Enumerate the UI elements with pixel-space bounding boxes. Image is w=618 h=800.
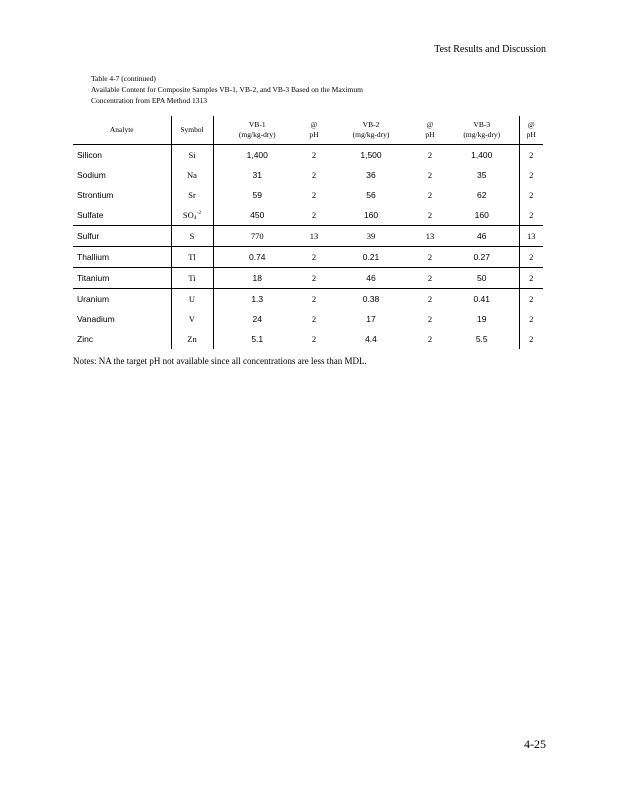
cell-symbol: U bbox=[171, 289, 213, 310]
cell-analyte: Sodium bbox=[77, 170, 106, 180]
cell-ph1: 2 bbox=[301, 205, 327, 226]
header-vb2-name: VB-2 bbox=[362, 120, 380, 129]
cell-vb3: 19 bbox=[477, 314, 487, 324]
cell-vb1: 770 bbox=[213, 226, 301, 247]
table-row bbox=[73, 268, 543, 289]
cell-vb1: 5.1 bbox=[213, 329, 301, 349]
cell-vb3: 35 bbox=[477, 170, 487, 180]
header-ph1-at: @ bbox=[310, 120, 318, 129]
cell-vb3: 0.27 bbox=[445, 247, 519, 268]
cell-ph1: 2 bbox=[301, 247, 327, 268]
table-row bbox=[73, 329, 543, 349]
cell-ph3: 2 bbox=[519, 329, 543, 349]
cell-ph2: 2 bbox=[427, 170, 433, 180]
table-caption bbox=[91, 73, 363, 106]
header-ph2-label: pH bbox=[425, 130, 435, 139]
cell-ph3: 2 bbox=[519, 247, 543, 268]
results-table bbox=[73, 116, 543, 349]
cell-vb3: 5.5 bbox=[475, 334, 488, 344]
table-notes: Notes: NA the target pH not available since all concentrations are less than MDL. bbox=[73, 356, 367, 366]
cell-ph2: 2 bbox=[427, 150, 433, 160]
header-symbol: Symbol bbox=[171, 116, 213, 145]
cell-vb1: 24 bbox=[213, 309, 301, 329]
cell-analyte: Titanium bbox=[73, 268, 171, 289]
cell-symbol: Na bbox=[171, 165, 213, 185]
cell-vb2: 160 bbox=[327, 205, 415, 226]
header-analyte: Analyte bbox=[73, 116, 171, 145]
header-vb2-unit: (mg/kg-dry) bbox=[352, 130, 390, 139]
header-vb1 bbox=[213, 116, 301, 145]
cell-symbol: V bbox=[171, 309, 213, 329]
cell-symbol bbox=[171, 205, 213, 226]
cell-ph1: 2 bbox=[311, 150, 317, 160]
table-row bbox=[73, 289, 543, 310]
cell-ph1: 2 bbox=[311, 314, 317, 324]
cell-symbol: Si bbox=[171, 145, 213, 166]
table-row bbox=[73, 145, 543, 166]
cell-vb3: 0.41 bbox=[473, 294, 491, 304]
cell-vb2: 39 bbox=[327, 226, 415, 247]
symbol-base: SO bbox=[182, 209, 194, 220]
cell-vb3: 160 bbox=[445, 205, 519, 226]
cell-ph3: 2 bbox=[519, 205, 543, 226]
cell-vb1: 1,400 bbox=[213, 145, 301, 166]
cell-analyte: Sulfur bbox=[73, 226, 171, 247]
header-ph1-label: pH bbox=[309, 130, 319, 139]
cell-vb1: 59 bbox=[213, 185, 301, 205]
table-row bbox=[73, 247, 543, 268]
cell-ph2: 13 bbox=[415, 226, 445, 247]
header-vb1-name: VB-1 bbox=[248, 120, 266, 129]
cell-ph3: 2 bbox=[519, 309, 543, 329]
cell-analyte: Sulfate bbox=[73, 205, 171, 226]
cell-symbol: Ti bbox=[171, 268, 213, 289]
cell-vb1: 31 bbox=[213, 165, 301, 185]
symbol-charge: -2 bbox=[196, 209, 202, 216]
header-vb1-unit: (mg/kg-dry) bbox=[238, 130, 276, 139]
cell-analyte: Silicon bbox=[77, 150, 103, 160]
cell-vb2: 1,500 bbox=[360, 150, 382, 160]
header-ph3-at: @ bbox=[527, 120, 535, 129]
cell-symbol: Tl bbox=[171, 247, 213, 268]
cell-analyte: Thallium bbox=[73, 247, 171, 268]
cell-vb1: 0.74 bbox=[213, 247, 301, 268]
cell-ph3: 13 bbox=[519, 226, 543, 247]
cell-ph1: 2 bbox=[311, 190, 317, 200]
header-vb2 bbox=[327, 116, 415, 145]
cell-vb3: 1,400 bbox=[471, 150, 493, 160]
cell-vb1: 18 bbox=[213, 268, 301, 289]
cell-ph3: 2 bbox=[519, 289, 543, 310]
header-ph2-at: @ bbox=[426, 120, 434, 129]
page-number: 4-25 bbox=[524, 737, 546, 751]
table-header-row bbox=[73, 116, 543, 145]
cell-ph2: 2 bbox=[427, 190, 433, 200]
table-row bbox=[73, 226, 543, 247]
cell-ph3: 2 bbox=[519, 165, 543, 185]
cell-vb3: 50 bbox=[445, 268, 519, 289]
table-row bbox=[73, 309, 543, 329]
cell-ph3: 2 bbox=[519, 185, 543, 205]
cell-vb1: 450 bbox=[213, 205, 301, 226]
cell-ph1: 2 bbox=[311, 170, 317, 180]
cell-vb2: 0.21 bbox=[327, 247, 415, 268]
cell-analyte: Vanadium bbox=[77, 314, 115, 324]
cell-ph2: 2 bbox=[415, 247, 445, 268]
header-ph3-label: pH bbox=[526, 130, 536, 139]
header-ph2 bbox=[415, 116, 445, 145]
cell-vb3: 46 bbox=[445, 226, 519, 247]
cell-ph2: 2 bbox=[427, 294, 433, 304]
cell-ph1: 2 bbox=[301, 268, 327, 289]
cell-ph2: 2 bbox=[415, 268, 445, 289]
cell-ph1: 13 bbox=[301, 226, 327, 247]
table-row bbox=[73, 185, 543, 205]
section-header: Test Results and Discussion bbox=[434, 44, 546, 55]
cell-vb2: 36 bbox=[366, 170, 376, 180]
cell-vb3: 62 bbox=[477, 190, 487, 200]
cell-ph1: 2 bbox=[311, 334, 317, 344]
caption-line-3: Concentration from EPA Method 1313 bbox=[91, 96, 207, 105]
table-row bbox=[73, 205, 543, 226]
cell-vb2: 46 bbox=[327, 268, 415, 289]
header-vb3-name: VB-3 bbox=[473, 120, 491, 129]
results-table-container bbox=[73, 116, 543, 349]
cell-analyte: Zinc bbox=[77, 334, 94, 344]
cell-ph3: 2 bbox=[519, 268, 543, 289]
header-vb3 bbox=[445, 116, 519, 145]
cell-analyte: Uranium bbox=[77, 294, 110, 304]
table-row bbox=[73, 165, 543, 185]
cell-vb2: 17 bbox=[366, 314, 376, 324]
header-vb3-unit: (mg/kg-dry) bbox=[463, 130, 501, 139]
cell-symbol: S bbox=[171, 226, 213, 247]
symbol-subscript: 4 bbox=[193, 214, 197, 221]
cell-ph2: 2 bbox=[415, 205, 445, 226]
header-ph3 bbox=[519, 116, 543, 145]
cell-symbol: Zn bbox=[171, 329, 213, 349]
cell-vb1: 1.3 bbox=[213, 289, 301, 310]
cell-analyte: Strontium bbox=[77, 190, 114, 200]
cell-vb2: 4.4 bbox=[365, 334, 377, 344]
cell-symbol: Sr bbox=[171, 185, 213, 205]
cell-vb2: 0.38 bbox=[362, 294, 380, 304]
cell-ph1: 2 bbox=[311, 294, 317, 304]
header-ph1 bbox=[301, 116, 327, 145]
cell-ph2: 2 bbox=[427, 314, 433, 324]
caption-line-1: Table 4-7 (continued) bbox=[91, 74, 156, 83]
cell-ph3: 2 bbox=[519, 145, 543, 166]
cell-vb2: 56 bbox=[366, 190, 376, 200]
cell-ph2: 2 bbox=[427, 334, 433, 344]
caption-line-2: Available Content for Composite Samples VB-1, VB-2, and VB-3 Based on the Maximum bbox=[91, 85, 363, 94]
